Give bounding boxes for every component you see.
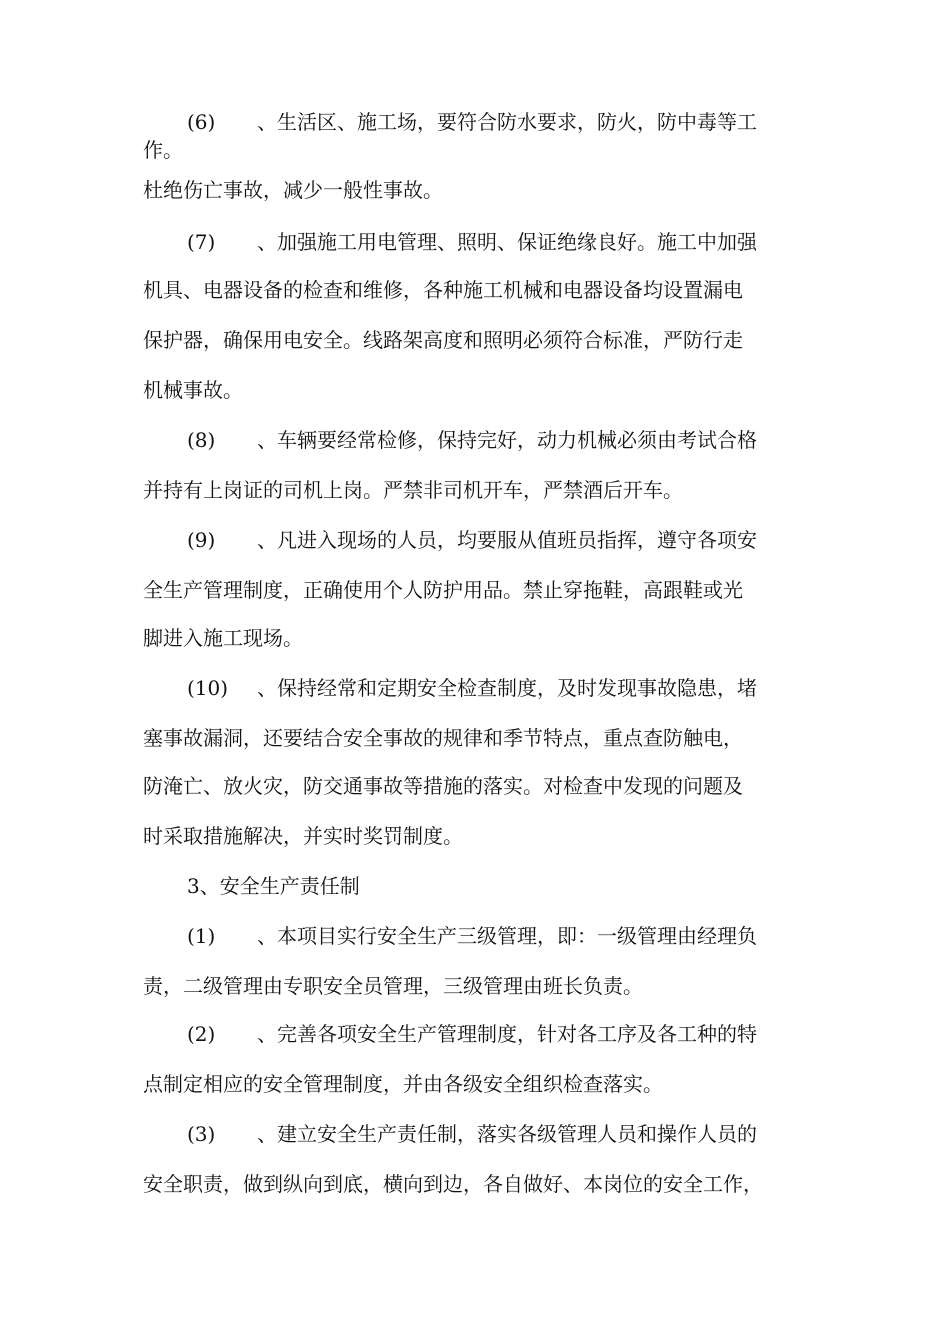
paragraph-text: 、车辆要经常检修，保持完好，动力机械必须由考试合格 [257, 428, 757, 452]
paragraph-text: 、生活区、施工场，要符合防水要求，防火，防中毒等工 [257, 110, 757, 134]
paragraph-2-line-1 [187, 1022, 757, 1046]
item-number: (8) [187, 428, 216, 452]
paragraph-9-line-3: 脚进入施工现场。 [143, 626, 303, 650]
paragraph-7-line-4: 机械事故。 [143, 378, 243, 402]
paragraph-text: 、加强施工用电管理、照明、保证绝缘良好。施工中加强 [257, 230, 757, 254]
paragraph-text: 、建立安全生产责任制，落实各级管理人员和操作人员的 [257, 1122, 757, 1146]
paragraph-2-line-2: 点制定相应的安全管理制度，并由各级安全组织检查落实。 [143, 1072, 663, 1096]
paragraph-10-line-1 [187, 676, 757, 700]
item-number: (9) [187, 528, 216, 552]
paragraph-1-line-2: 责，二级管理由专职安全员管理，三级管理由班长负责。 [143, 974, 643, 998]
paragraph-7-line-3: 保护器，确保用电安全。线路架高度和照明必须符合标准，严防行走 [143, 328, 743, 352]
paragraph-3-line-2: 安全职责，做到纵向到底，横向到边，各自做好、本岗位的安全工作， [143, 1172, 763, 1196]
item-number: (2) [187, 1022, 216, 1046]
paragraph-6-line-2: 作。 [143, 138, 183, 162]
paragraph-10-line-4: 时采取措施解决，并实时奖罚制度。 [143, 824, 463, 848]
item-number: (1) [187, 924, 216, 948]
item-number: (6) [187, 110, 216, 134]
paragraph-10-line-2: 塞事故漏洞，还要结合安全事故的规律和季节特点，重点查防触电， [143, 726, 743, 750]
paragraph-text: 、完善各项安全生产管理制度，针对各工序及各工种的特 [257, 1022, 757, 1046]
item-number: (3) [187, 1122, 216, 1146]
paragraph-9-line-2: 全生产管理制度，正确使用个人防护用品。禁止穿拖鞋，高跟鞋或光 [143, 578, 743, 602]
paragraph-7-line-1 [187, 230, 757, 254]
paragraph-9-line-1 [187, 528, 757, 552]
paragraph-3-line-1 [187, 1122, 757, 1146]
item-number: (10) [187, 676, 229, 700]
item-number: (7) [187, 230, 216, 254]
paragraph-text: 、保持经常和定期安全检查制度，及时发现事故隐患，堵 [257, 676, 757, 700]
paragraph-8-line-2: 并持有上岗证的司机上岗。严禁非司机开车，严禁酒后开车。 [143, 478, 683, 502]
paragraph-text: 、本项目实行安全生产三级管理，即：一级管理由经理负 [257, 924, 757, 948]
paragraph-1-line-1 [187, 924, 757, 948]
paragraph-6-line-1 [187, 110, 757, 134]
section-heading: 3、安全生产责任制 [187, 874, 360, 898]
paragraph-10-line-3: 防淹亡、放火灾，防交通事故等措施的落实。对检查中发现的问题及 [143, 774, 743, 798]
paragraph-7-line-2: 机具、电器设备的检查和维修，各种施工机械和电器设备均设置漏电 [143, 278, 743, 302]
paragraph-6-line-3: 杜绝伤亡事故，减少一般性事故。 [143, 178, 443, 202]
paragraph-text: 、凡进入现场的人员，均要服从值班员指挥，遵守各项安 [257, 528, 757, 552]
paragraph-8-line-1 [187, 428, 757, 452]
